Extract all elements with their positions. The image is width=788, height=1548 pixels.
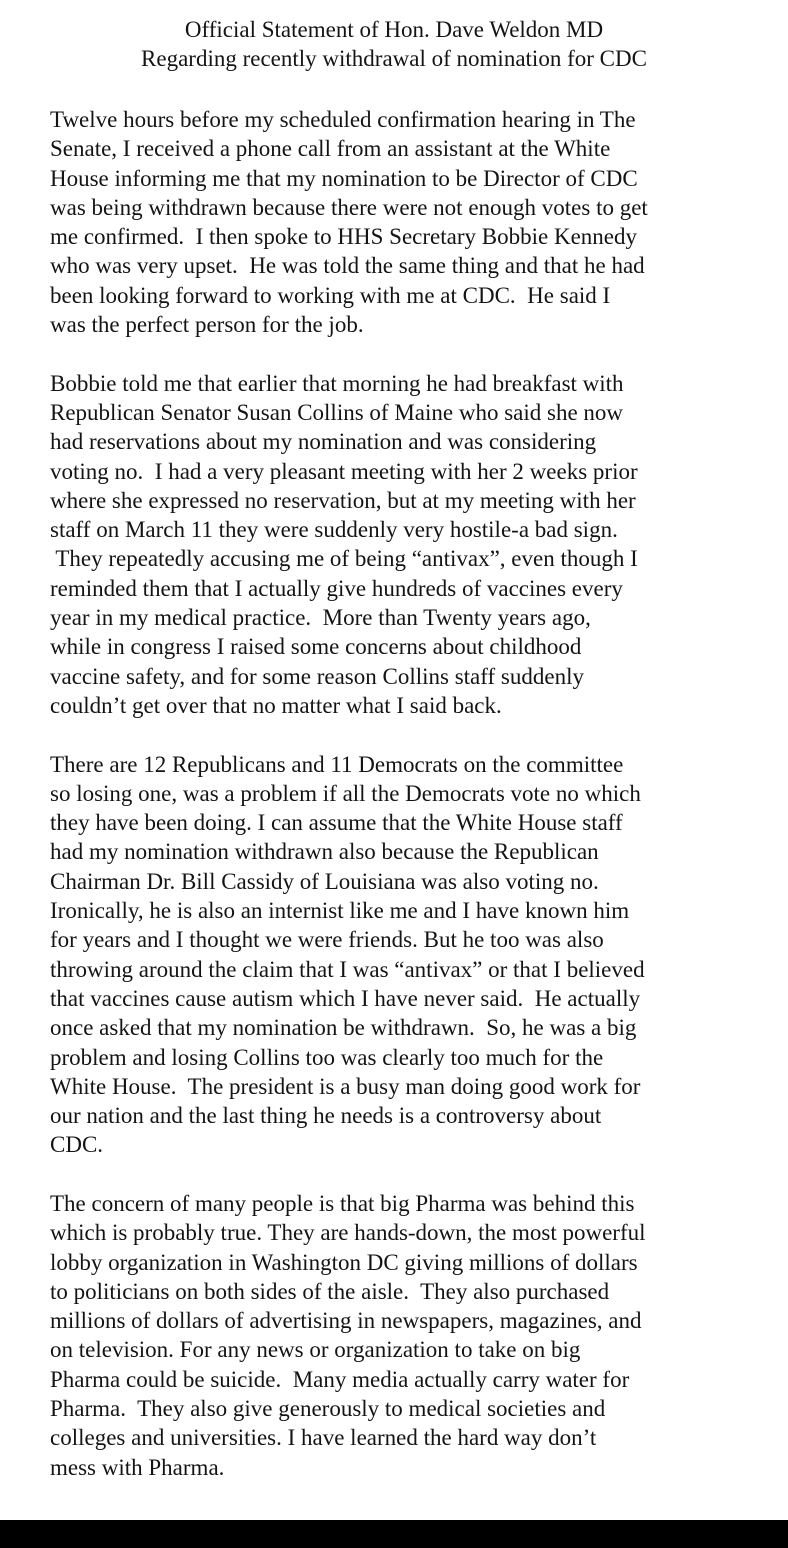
text-line: reminded them that I actually give hundreds of vaccines every [50,575,623,601]
statement-header [0,15,788,73]
text-line: problem and losing Collins too was clearly too much for the [50,1044,604,1070]
text-line: was being withdrawn because there were not enough votes to get [50,194,648,220]
text-line: The concern of many people is that big Pharma was behind this [50,1190,635,1216]
text-line: CDC. [50,1132,104,1158]
text-line: to politicians on both sides of the aisle. They also purchased [50,1278,610,1304]
statement-subtitle: Regarding recently withdrawal of nomination for CDC [141,46,647,71]
text-line: lobby organization in Washington DC giving millions of dollars [50,1249,638,1275]
text-line: Pharma could be suicide. Many media actually carry water for [50,1366,630,1392]
text-line: year in my medical practice. More than Twenty years ago, [50,605,591,631]
text-line: voting no. I had a very pleasant meeting with her 2 weeks prior [50,458,638,484]
text-line: mess with Pharma. [50,1454,225,1480]
text-line: Senate, I received a phone call from an assistant at the White [50,136,611,162]
text-line: that vaccines cause autism which I have never said. He actually [50,985,641,1011]
text-line: they have been doing. I can assume that the White House staff [50,810,623,836]
text-line: me confirmed. I then spoke to HHS Secretary Bobbie Kennedy [50,224,637,250]
text-line: once asked that my nomination be withdrawn. So, he was a big [50,1015,637,1041]
text-line: vaccine safety, and for some reason Collins staff suddenly [50,663,584,689]
paragraph-1 [50,105,770,339]
text-line: who was very upset. He was told the same thing and that he had [50,253,645,279]
text-line: Bobbie told me that earlier that morning he had breakfast with [50,370,624,396]
text-line: Ironically, he is also an internist like me and I have known him [50,898,630,924]
statement-title: Official Statement of Hon. Dave Weldon MD [184,17,604,42]
text-line: millions of dollars of advertising in newspapers, magazines, and [50,1308,642,1334]
text-line: couldn’t get over that no matter what I said back. [50,692,502,718]
text-line: had reservations about my nomination and was considering [50,429,597,455]
text-line: where she expressed no reservation, but at my meeting with her [50,487,636,513]
text-line: on television. For any news or organization to take on big [50,1337,581,1363]
text-line: been looking forward to working with me at CDC. He said I [50,282,611,308]
text-line: Pharma. They also give generously to medical societies and [50,1396,606,1422]
text-line: They repeatedly accusing me of being “antivax”, even though I [50,546,638,572]
text-line: House informing me that my nomination to be Director of CDC [50,165,638,191]
text-line: White House. The president is a busy man doing good work for [50,1073,641,1099]
text-line: for years and I thought we were friends. But he too was also [50,927,604,953]
text-line: so losing one, was a problem if all the Democrats vote no which [50,780,641,806]
text-line: Chairman Dr. Bill Cassidy of Louisiana was also voting no. [50,868,599,894]
text-line: throwing around the claim that I was “antivax” or that I believed [50,956,645,982]
text-line: staff on March 11 they were suddenly very hostile-a bad sign. [50,517,618,543]
text-line: There are 12 Republicans and 11 Democrats on the committee [50,751,624,777]
text-line: while in congress I raised some concerns about childhood [50,634,582,660]
text-line: had my nomination withdrawn also because the Republican [50,839,599,865]
paragraph-3 [50,750,770,1160]
text-line: colleges and universities. I have learned the hard way don’t [50,1425,597,1451]
text-line: Twelve hours before my scheduled confirmation hearing in The [50,107,636,132]
bottom-black-bar [0,1520,788,1548]
text-line: Republican Senator Susan Collins of Maine who said she now [50,399,624,425]
paragraph-2 [50,369,770,721]
text-line: which is probably true. They are hands-down, the most powerful [50,1220,646,1246]
text-line: was the perfect person for the job. [50,312,364,338]
text-line: our nation and the last thing he needs is a controversy about [50,1103,602,1129]
paragraph-4 [50,1189,770,1482]
statement-body [50,105,770,1511]
